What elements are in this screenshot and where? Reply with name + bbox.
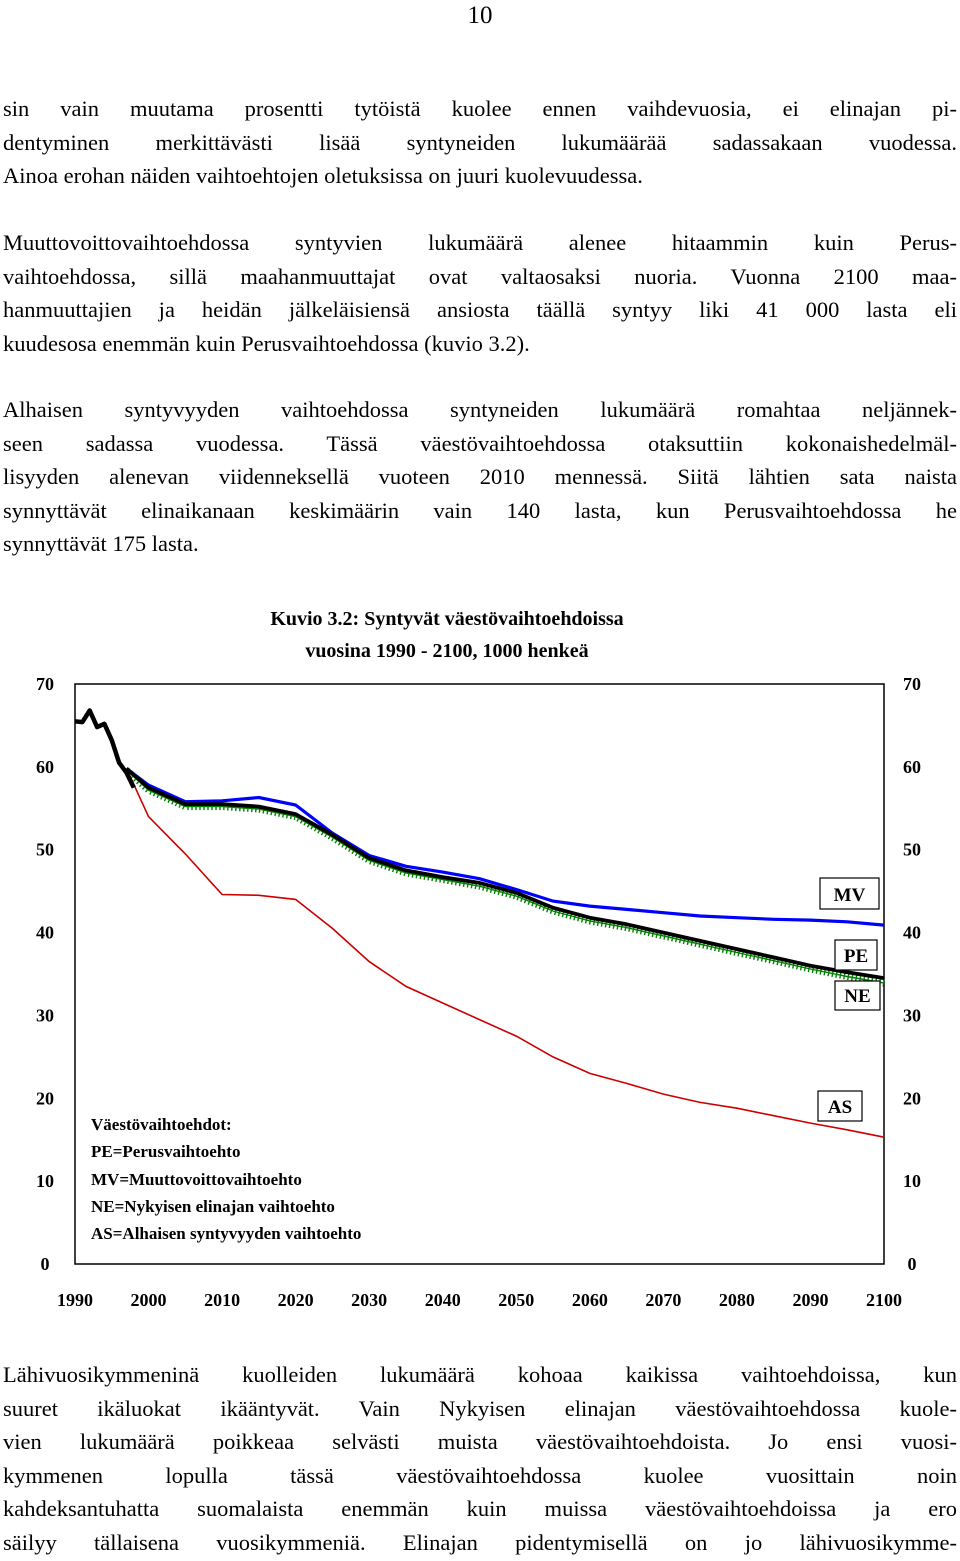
y-tick-label-right: 20 (903, 1088, 921, 1109)
y-tick-label-left: 20 (36, 1088, 54, 1109)
legend-item-as: AS=Alhaisen syntyvyyden vaihtoehto (91, 1224, 362, 1243)
x-tick-label: 2050 (498, 1290, 535, 1310)
y-tick-label-right: 40 (903, 922, 921, 943)
y-tick-label-left: 60 (36, 756, 54, 777)
series-line-ne-hatch (127, 770, 885, 983)
series-line-history (75, 711, 134, 788)
text-line: vaihtoehdossa, sillä maahanmuuttajat ovat valtaosaksi nuoria. Vuonna 2100 maa- (3, 263, 957, 289)
series-label-as (818, 1091, 862, 1121)
series-label-pe (835, 940, 877, 970)
x-tick-label: 2090 (792, 1290, 829, 1310)
y-tick-label-left: 30 (36, 1005, 54, 1026)
y-tick-label-right: 70 (903, 674, 921, 694)
y-tick-label-left: 0 (40, 1254, 50, 1274)
y-tick-label-right: 0 (907, 1254, 917, 1274)
text-line: Lähivuosikymmeninä kuolleiden lukumäärä kohoaa kaikissa vaihtoehdoissa, kun (3, 1362, 957, 1387)
chart-title-line-1: Kuvio 3.2: Syntyvät väestövaihtoehdoissa (270, 608, 624, 630)
y-tick-label-left: 50 (36, 839, 54, 860)
series-line-ne (127, 770, 885, 983)
text-line: synnyttävät elinaikanaan keskimäärin vain 140 lasta, kun Perusvaihtoehdossa he (3, 497, 957, 523)
x-axis (57, 1290, 902, 1310)
y-tick-label-left: 40 (36, 922, 54, 943)
series-layer (75, 711, 884, 1138)
text-line: kahdeksantuhatta suomalaista enemmän kuin muissa väestövaihtoehdoissa ja ero (3, 1496, 957, 1522)
text-line: dentyminen merkittävästi lisää syntyneiden lukumäärää sadassakaan vuodessa. (3, 129, 957, 155)
text-line: Alhaisen syntyvyyden vaihtoehdossa syntyneiden lukumäärä romahtaa neljännek- (3, 397, 957, 422)
y-tick-label-left: 10 (36, 1171, 54, 1192)
x-tick-label: 2000 (130, 1290, 167, 1310)
x-tick-label: 2020 (277, 1290, 314, 1310)
series-label-mv (820, 878, 879, 909)
series-label-ne-text: NE (844, 986, 871, 1007)
paragraph-2 (3, 226, 957, 360)
text-line: vien lukumäärä poikkeaa selvästi muista väestövaihtoehdoista. Jo ensi vuosi- (3, 1429, 957, 1455)
text-line: suuret ikäluokat ikääntyvät. Vain Nykyisen elinajan väestövaihtoehdossa kuole- (3, 1395, 957, 1421)
x-tick-label: 2040 (424, 1290, 461, 1310)
legend-box (91, 1115, 361, 1243)
x-tick-label: 2070 (645, 1290, 682, 1310)
y-axis-left (36, 674, 54, 1274)
y-tick-label-right: 60 (903, 756, 921, 777)
text-line: kymmenen lopulla tässä väestövaihtoehdossa kuolee vuosittain noin (3, 1462, 957, 1488)
births-line-chart (0, 595, 960, 1320)
x-tick-label: 2100 (866, 1290, 902, 1310)
text-line: Muuttovoittovaihtoehdossa syntyvien lukumäärä alenee hitaammin kuin Perus- (3, 230, 957, 255)
text-line: Ainoa erohan näiden vaihtoehtojen oletuksissa on juuri kuolevuudessa. (3, 163, 643, 189)
paragraph-4 (3, 1358, 957, 1560)
text-line: hanmuuttajien ja heidän jälkeläisiensä ansiosta täällä syntyy liki 41 000 lasta eli (3, 297, 957, 323)
series-label-as-text: AS (827, 1097, 853, 1118)
legend-heading: Väestövaihtoehdot: (91, 1115, 232, 1134)
x-tick-label: 2060 (571, 1290, 608, 1310)
series-label-mv-text: MV (833, 885, 866, 906)
y-tick-label-left: 70 (36, 674, 54, 694)
page-number: 10 (467, 2, 493, 29)
x-tick-label: 2030 (351, 1290, 388, 1310)
series-line-as (127, 769, 885, 1138)
text-line: sin vain muutama prosentti tytöistä kuolee ennen vaihdevuosia, ei elinajan pi- (3, 96, 957, 121)
text-line: kuudesosa enemmän kuin Perusvaihtoehdossa (kuvio 3.2). (3, 330, 530, 356)
paragraph-3 (3, 393, 957, 561)
series-label-pe-text: PE (843, 946, 869, 967)
text-line: synnyttävät 175 lasta. (3, 531, 199, 557)
y-tick-label-right: 10 (903, 1171, 921, 1192)
legend-item-ne: NE=Nykyisen elinajan vaihtoehto (91, 1197, 335, 1216)
y-tick-label-right: 50 (903, 839, 921, 860)
text-line: seen sadassa vuodessa. Tässä väestövaihtoehdossa otaksuttiin kokonaishedelmäl- (3, 430, 957, 456)
legend-item-pe: PE=Perusvaihtoehto (91, 1142, 241, 1161)
x-tick-label: 1990 (57, 1290, 93, 1310)
series-line-mv (127, 769, 885, 926)
y-tick-label-right: 30 (903, 1005, 921, 1026)
series-label-ne (835, 981, 880, 1010)
y-axis-right (903, 674, 921, 1274)
text-line: lisyyden alenevan viidenneksellä vuoteen 2010 mennessä. Siitä lähtien sata naista (3, 464, 957, 490)
text-line: säilyy tällaisena vuosikymmeniä. Elinajan pidentymisellä on jo lähivuosikymme- (3, 1529, 957, 1555)
legend-item-mv: MV=Muuttovoittovaihtoehto (91, 1170, 302, 1189)
paragraph-1 (3, 92, 957, 193)
x-tick-label: 2080 (718, 1290, 755, 1310)
chart-title-line-2: vuosina 1990 - 2100, 1000 henkeä (305, 640, 589, 662)
x-tick-label: 2010 (204, 1290, 241, 1310)
